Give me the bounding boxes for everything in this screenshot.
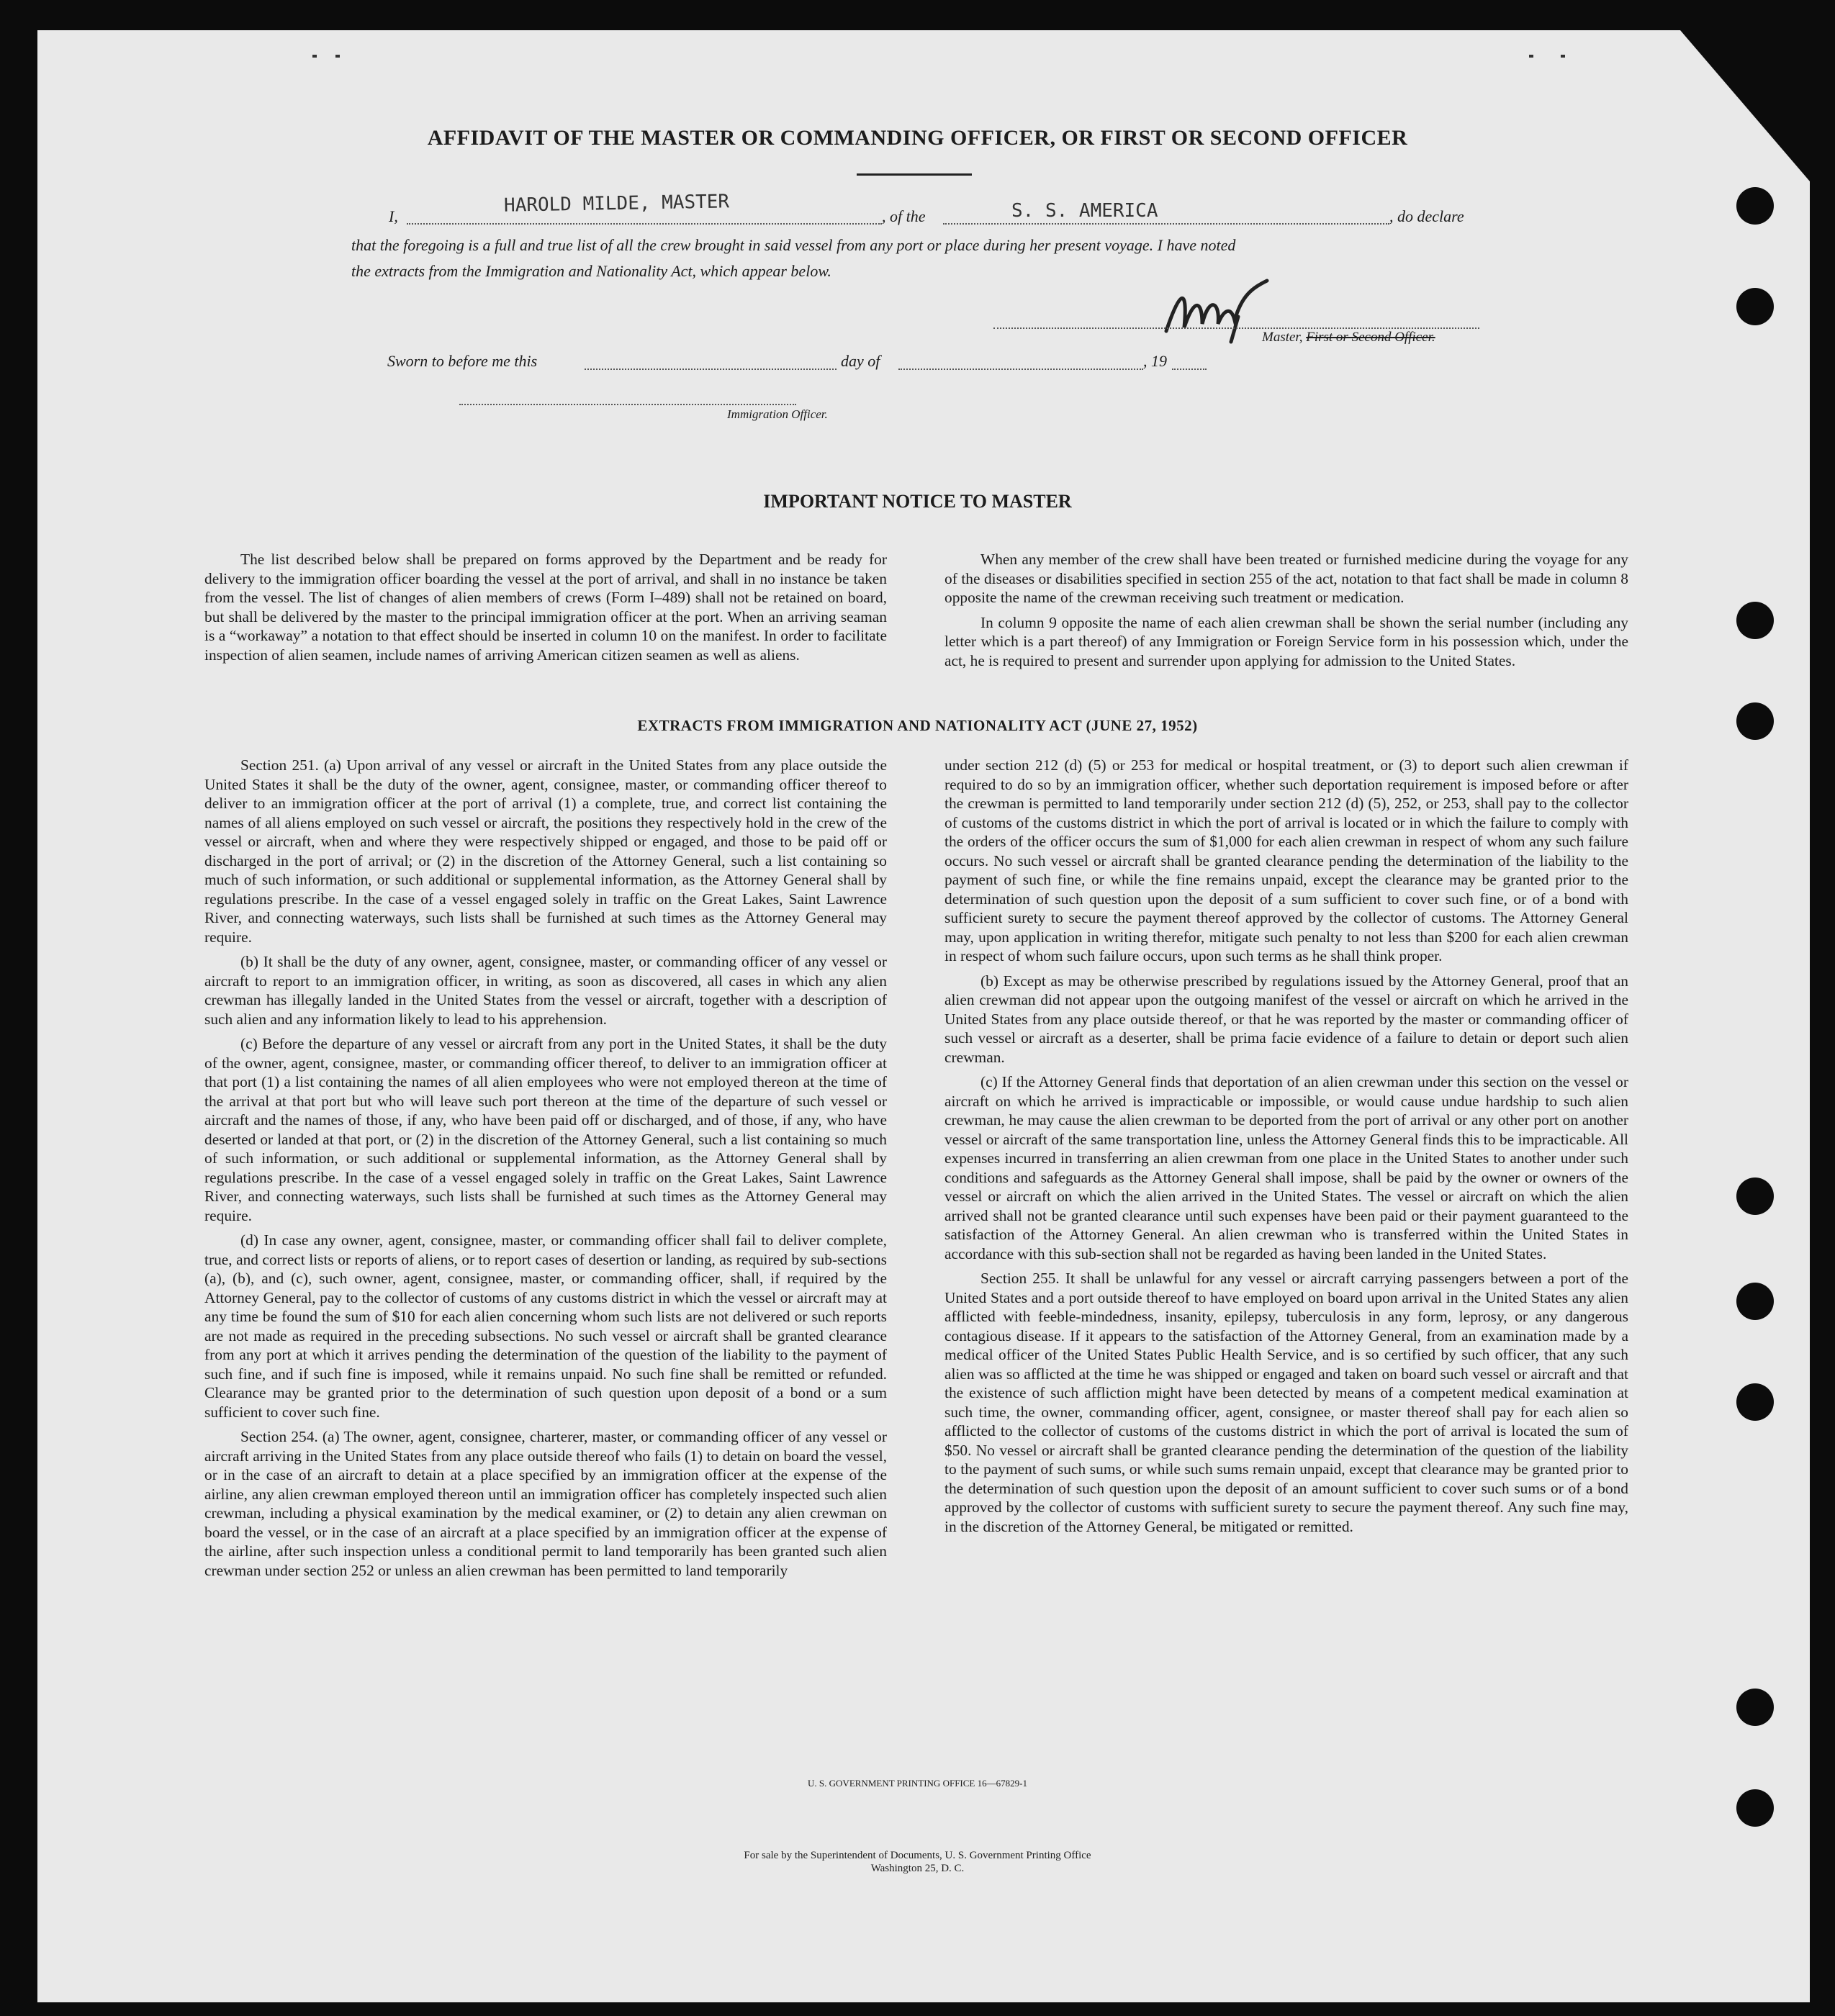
title-rule xyxy=(857,173,972,176)
extract-paragraph: (b) Except as may be otherwise prescribed by regulations issued by the Attorney General, proof that an alien crewman did not appear upon the outgoing manifest of the vessel or aircraft on which he arrived in the United States from any place outside thereof, or that he was reported by the master or commanding officer of such vessel or aircraft as a deserter, shall be prima facie evidence of a failure to detain or deport such alien crewman. xyxy=(944,972,1628,1066)
sworn-year: , 19 xyxy=(1143,352,1167,370)
signature-line xyxy=(993,327,1479,329)
punch-hole xyxy=(1736,1383,1774,1421)
sworn-day-of: day of xyxy=(841,352,880,370)
footer-line-1: For sale by the Superintendent of Documents, U. S. Government Printing Office xyxy=(744,1850,1091,1861)
signature-caption: Master, First or Second Officer. xyxy=(1262,330,1435,345)
extract-paragraph: Section 255. It shall be unlawful for any vessel or aircraft carrying passengers between a port of the United States and a port outside thereof to have employed on board upon arrival in the United States any alien afflicted with feeble-mindedness, insanity, epilepsy, tuberculosis in any form, leprosy, or any dangerous contagious disease. If it appears to the satisfaction of the Attorney General, from an examination made by a medical officer of the United States Public Health Service, and is so certified by such officer, that any such alien was so afflicted at the time he was shipped or engaged and taken on board such vessel or aircraft and that the existence of such affliction might have been detected by means of a competent medical examination at such time, the owner, commanding officer, agent, consignee, or master thereof shall pay for each alien so afflicted to the collector of customs of the customs district in which the port of arrival is located the sum of $50. No vessel or aircraft shall be granted clearance pending the determination of the question of the liability to the payment of such sums, or while such sums remain unpaid, except that clearance may be granted prior to the determination of such question upon the deposit of an amount sufficient to cover such sums or of a bond approved by the collector of customs with sufficient surety to secure the payment thereof. Any such fine may, in the discretion of the Attorney General, be mitigated or remitted. xyxy=(944,1270,1628,1535)
notice-left-column xyxy=(204,550,887,670)
extract-paragraph: (b) It shall be the duty of any owner, agent, consignee, master, or commanding officer of any vessel or aircraft to report to an immigration officer, in writing, as soon as discovered, all cases in which any alien crewman has illegally landed in the United States from the vessel or aircraft, together with a description of such alien and any information likely to lead to his apprehension. xyxy=(204,953,887,1028)
printing-office-code: U. S. GOVERNMENT PRINTING OFFICE 16—67829-1 xyxy=(808,1778,1027,1789)
speck xyxy=(1561,55,1565,58)
notice-right-paragraph: In column 9 opposite the name of each alien crewman shall be shown the serial number (including any letter which is a part thereof) of any Immigration or Foreign Service form in his possession which, under the act, he is required to present and surrender upon applying for admission to the United States. xyxy=(944,613,1628,669)
master-name-field[interactable]: HAROLD MILDE, MASTER xyxy=(503,191,730,217)
notice-right-column xyxy=(944,550,1628,676)
punch-hole xyxy=(1736,1283,1774,1320)
punch-hole xyxy=(1736,602,1774,639)
extract-paragraph: (c) If the Attorney General finds that deportation of an alien crewman under this section on the vessel or aircraft on which he arrived is impracticable or impossible, or would cause undue hardship to such alien crewman, he may cause the alien crewman to be deported from the port of arrival or any other port on another vessel or aircraft of the same transportation line, unless the Attorney General finds this to be impracticable. All expenses incurred in transferring an alien crewman from one place in the United States to another under such conditions and safeguards as the Attorney General shall impose, shall be paid by the owner or owners of the vessel or aircraft on which the alien arrived in the United States. The vessel or aircraft on which the alien arrived shall not be granted clearance until such expenses have been paid or their payment guaranteed to the satisfaction of the Attorney General. An alien crewman who is transferred within the United States in accordance with this sub-section shall not be regarded as having been landed in the United States. xyxy=(944,1073,1628,1262)
declaration-do-declare: , do declare xyxy=(1389,207,1464,225)
sworn-month-line[interactable] xyxy=(898,369,1143,370)
punch-hole xyxy=(1736,1177,1774,1215)
notice-title: IMPORTANT NOTICE TO MASTER xyxy=(763,491,1072,512)
declaration-i: I, xyxy=(389,207,398,225)
vessel-name-field[interactable]: S. S. AMERICA xyxy=(1011,200,1158,222)
punch-hole xyxy=(1736,1689,1774,1726)
extract-paragraph: under section 212 (d) (5) or 253 for medical or hospital treatment, or (3) to deport such alien crewman if required to do so by an immigration officer, whether such deportation requirement is imposed before or after the crewman is permitted to land temporarily under section 212 (d) (5), 252, or 253, shall pay to the collector of customs of the customs district in which the port of arrival is located or in which the failure to comply with the orders of the officer occurs the sum of $1,000 for each alien crewman in respect of whom any such failure occurs. No such vessel or aircraft shall be granted clearance pending the determination of the liability to the payment of such fine, or while the fine remains unpaid, except the clearance may be granted prior to the determination of such question upon the deposit of a sum sufficient to cover such fine, or of a bond with sufficient surety to secure the payment thereof approved by the collector of customs. The Attorney General may, upon application in writing therefor, mitigate such penalty to not less than $200 for each alien crewman in respect of whom such failure occurs, upon such terms as he shall think proper. xyxy=(944,756,1628,964)
vessel-name-line xyxy=(943,223,1389,225)
sworn-year-line[interactable] xyxy=(1172,369,1207,370)
sworn-day-line[interactable] xyxy=(585,369,837,370)
punch-hole xyxy=(1736,187,1774,225)
extracts-right-column xyxy=(944,756,1628,1542)
extracts-title: EXTRACTS FROM IMMIGRATION AND NATIONALITY ACT (JUNE 27, 1952) xyxy=(637,717,1198,734)
extracts-left-column xyxy=(204,756,887,1586)
speck xyxy=(1529,55,1533,58)
speck xyxy=(335,55,340,58)
extract-paragraph: (c) Before the departure of any vessel or aircraft from any port in the United States, it shall be the duty of the owner, agent, consignee, master, or commanding officer thereof, to deliver to an immigration officer at that port (1) a list containing the names of all alien employees who were not employed thereon at the time of the arrival at that port but who will leave such port thereon at the time of the departure of such vessel or aircraft and the names of those, if any, who have been paid off or discharged, and of those, if any, who have deserted or landed at that port, or (2) in the discretion of the Attorney General, such a list containing so much of such information, or such additional or supplemental information, as the Attorney General shall by regulations prescribe. In the case of a vessel engaged solely in traffic on the Great Lakes, Saint Lawrence River, and connecting waterways, such lists shall be furnished at such times as the Attorney General may require. xyxy=(204,1035,887,1224)
extract-paragraph: (d) In case any owner, agent, consignee, master, or commanding officer shall fail to deliver complete, true, and correct lists or reports of aliens, or to report cases of desertion or landing, as required by sub-sections (a), (b), and (c), such owner, agent, consignee, master, or commanding officer, shall, if required by the Attorney General, pay to the collector of customs of any customs district in which the vessel or aircraft may at any time be found the sum of $10 for each alien concerning whom such lists are not delivered or such reports are not made as required in the preceding subsections. No such vessel or aircraft shall be granted clearance from any port at which it arrives pending the determination of the question of the liability to the payment of such fine, and if such fine is imposed, while it remains unpaid. No such fine shall be remitted or refunded. Clearance may be granted prior to the determination of such question upon deposit of a bond or a sum sufficient to cover such fine. xyxy=(204,1231,887,1421)
notice-left-paragraph: The list described below shall be prepared on forms approved by the Department and be ready for delivery to the immigration officer boarding the vessel at the port of arrival, and shall in no instance be taken from the vessel. The list of changes of alien members of crews (Form I–489) shall not be retained on board, but shall be delivered by the master to the principal immigration officer at the port. When an arriving seaman is a “workaway” a notation to that effect should be inserted in column 10 on the manifest. In order to facilitate inspection of alien seamen, include names of arriving American citizen seamen as well as aliens. xyxy=(204,551,887,664)
speck xyxy=(312,55,317,58)
declaration-line-2: that the foregoing is a full and true list of all the crew brought in said vessel from any port or place during her present voyage. I have noted xyxy=(351,236,1236,254)
punch-hole xyxy=(1736,288,1774,325)
notice-right-paragraph: When any member of the crew shall have been treated or furnished medicine during the voyage for any of the diseases or disabilities specified in section 255 of the act, notation to that fact shall be made in column 8 opposite the name of the crewman receiving such treatment or medication. xyxy=(944,551,1628,606)
officer-caption: Immigration Officer. xyxy=(727,407,828,421)
master-signature xyxy=(1152,274,1274,345)
sworn-label: Sworn to before me this xyxy=(387,352,538,370)
master-name-line xyxy=(407,223,882,225)
extract-paragraph: Section 254. (a) The owner, agent, consignee, charterer, master, or commanding officer of any vessel or aircraft arriving in the United States from any place outside thereof who fails (1) to detain on board the vessel, or in the case of an aircraft to detain at a place specified by an immigration officer at the expense of the airline, any alien crewman employed thereon until an immigration officer has completely inspected such alien crewman, including a physical examination by the medical examiner, or (2) to detain any alien crewman on board the vessel, or in the case of an aircraft at a place specified by an immigration officer at the expense of the airline, after such inspection unless a conditional permit to land temporarily has been granted such alien crewman under section 252 or unless an alien crewman has been permitted to land temporarily xyxy=(204,1428,887,1579)
punch-hole xyxy=(1736,1789,1774,1827)
declaration-of-the: , of the xyxy=(882,207,926,225)
declaration-line-3: the extracts from the Immigration and Nationality Act, which appear below. xyxy=(351,262,831,280)
immigration-officer-line[interactable] xyxy=(459,404,796,405)
footer-line-2: Washington 25, D. C. xyxy=(870,1863,965,1874)
extract-paragraph: Section 251. (a) Upon arrival of any vessel or aircraft in the United States from any place outside the United States it shall be the duty of the owner, agent, consignee, master, or commanding officer thereof to deliver to an immigration officer at the port of arrival (1) a complete, true, and correct list containing the names of all aliens employed on such vessel or aircraft, the positions they respectively hold in the crew of the vessel or aircraft, when and where they were respectively shipped or engaged, and those to be paid off or discharged in the port of arrival; or (2) in the discretion of the Attorney General, such a list containing so much of such information, or such additional or supplemental information, as the Attorney General shall by regulations prescribe. In the case of a vessel engaged solely in traffic on the Great Lakes, Saint Lawrence River, and connecting waterways, such lists shall be furnished at such times as the Attorney General may require. xyxy=(204,756,887,946)
form-title: AFFIDAVIT OF THE MASTER OR COMMANDING OFFICER, OR FIRST OR SECOND OFFICER xyxy=(427,126,1408,150)
